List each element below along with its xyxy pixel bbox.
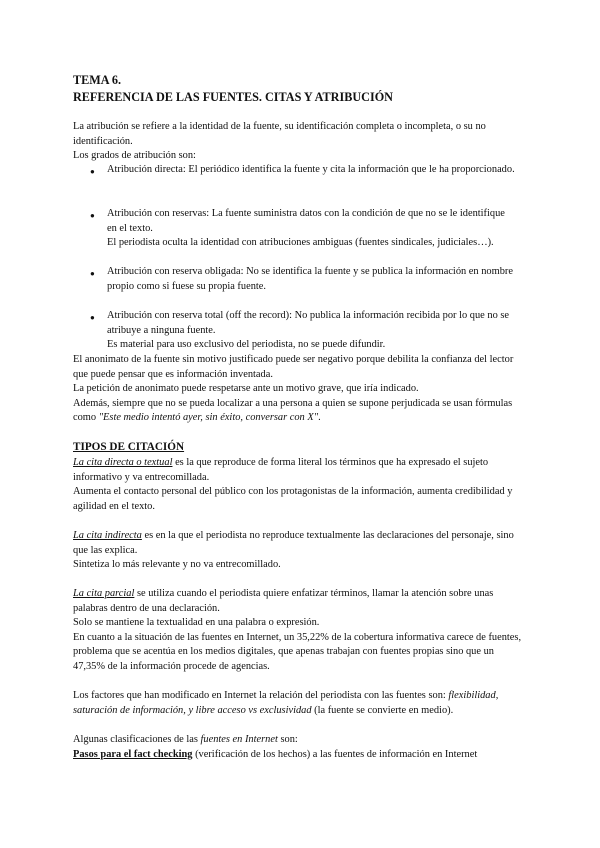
cita-indirecta-section: [73, 529, 528, 573]
bullet-item-1: [107, 163, 517, 178]
cita-parcial-paragraph-2: Solo se mantiene la textualidad en una palabra o expresión.: [73, 617, 320, 629]
bullet-extra: Es material para uso exclusivo del periodista, no se puede difundir.: [107, 339, 386, 351]
factores-end: (la fuente se convierte en medio).: [311, 704, 454, 716]
cita-parcial-text: se utiliza cuando el periodista quiere enfatizar términos, llamar la atención sobre unas palabras dentro de una declaración.: [73, 588, 494, 614]
cita-parcial-paragraph: [73, 587, 528, 616]
clasificaciones-paragraph: [73, 733, 528, 748]
cita-indirecta-text: es en la que el periodista no reproduce textualmente las declaraciones del personaje, sino que las explica.: [73, 530, 514, 556]
factores-italic: flexibilidad, saturación de información, y libre acceso vs exclusividad: [73, 690, 499, 716]
anonimato-paragraph: El anonimato de la fuente sin motivo justificado puede ser negativo porque debilita la confianza del lector que puede pensar que es información inventada.: [73, 354, 514, 380]
section-heading: TIPOS DE CITACIÓN: [73, 441, 185, 453]
page-title: [73, 72, 393, 106]
cita-directa-term: La cita directa o textual: [73, 457, 173, 468]
cita-directa-paragraph: [73, 456, 528, 485]
cita-parcial-term: La cita parcial: [73, 588, 135, 599]
cita-indirecta-term: La cita indirecta: [73, 530, 142, 541]
formulas-end: .: [318, 412, 321, 424]
bullet-extra: El periodista oculta la identidad con atribuciones ambiguas (fuentes sindicales, judiciales…).: [107, 237, 494, 249]
anonimato-section: [73, 353, 528, 426]
bullet-item-3: [107, 265, 517, 294]
bullet-dot: ●: [90, 269, 95, 278]
factores-text: Los factores que han modificado en Internet la relación del periodista con las fuentes son:: [73, 690, 449, 701]
bullet-item-2: [107, 207, 517, 251]
formulas-text: Además, siempre que no se pueda localizar a una persona a quien se supone perjudicada se usan fórmulas como: [73, 397, 513, 424]
title-line-1: TEMA 6.: [73, 73, 122, 87]
title-line-2: REFERENCIA DE LAS FUENTES. CITAS Y ATRIBUCIÓN: [73, 90, 393, 104]
bullet-dot: ●: [90, 167, 95, 176]
clasif-text: Algunas clasificaciones de las: [73, 734, 201, 745]
bullet-text: Atribución con reservas: La fuente suministra datos con la condición de que no se le identifique en el texto.: [107, 208, 505, 234]
peticion-paragraph: La petición de anonimato puede respetarse ante un motivo grave, que iría indicado.: [73, 383, 419, 395]
cita-directa-section: [73, 456, 528, 514]
clasif-end: son:: [277, 734, 298, 745]
bullet-item-4: [107, 309, 517, 353]
formulas-quote: "Este medio intentó ayer, sin éxito, conversar con X": [98, 412, 319, 424]
cita-indirecta-paragraph: [73, 529, 528, 558]
bullet-text: Atribución con reserva obligada: No se identifica la fuente y se publica la información en nombre propio como si fuese su propia fuente.: [107, 266, 513, 292]
clasif-italic: fuentes en Internet: [200, 734, 278, 745]
bullet-dot: ●: [90, 313, 95, 322]
grados-label: Los grados de atribución son:: [73, 150, 196, 161]
cita-indirecta-paragraph-2: Sintetiza lo más relevante y no va entrecomillado.: [73, 559, 281, 571]
formulas-paragraph: [73, 397, 528, 426]
fact-checking-text: (verificación de los hechos) a las fuentes de información en Internet: [192, 749, 478, 760]
cita-directa-paragraph-2: Aumenta el contacto personal del público con los protagonistas de la información, aumenta credibilidad y agilidad en el texto.: [73, 486, 513, 512]
bullet-text: Atribución directa: El periódico identifica la fuente y cita la información que le ha proporcionado.: [107, 164, 515, 175]
cita-parcial-section: [73, 587, 528, 675]
factores-paragraph: [73, 689, 528, 718]
cita-directa-text: es la que reproduce de forma literal los términos que ha expresado el sujeto informativo y va entrecomillada.: [73, 457, 489, 483]
bullet-text: Atribución con reserva total (off the record): No publica la información recibida por lo que no se atribuye a ninguna fuente.: [107, 310, 510, 336]
intro-paragraph: La atribución se refiere a la identidad de la fuente, su identificación completa o incompleta, o su no identificación.: [73, 121, 486, 147]
internet-paragraph: En cuanto a la situación de las fuentes en Internet, un 35,22% de la cobertura informativa carece de fuentes, problema que se acentúa en los medios digitales, que apenas trabajan con fuentes propias sino que un 47,35% de la información procede de agencias.: [73, 631, 522, 672]
bullet-dot: ●: [90, 211, 95, 220]
fact-checking-paragraph: [73, 748, 528, 763]
fact-checking-term: Pasos para el fact checking: [73, 749, 193, 760]
